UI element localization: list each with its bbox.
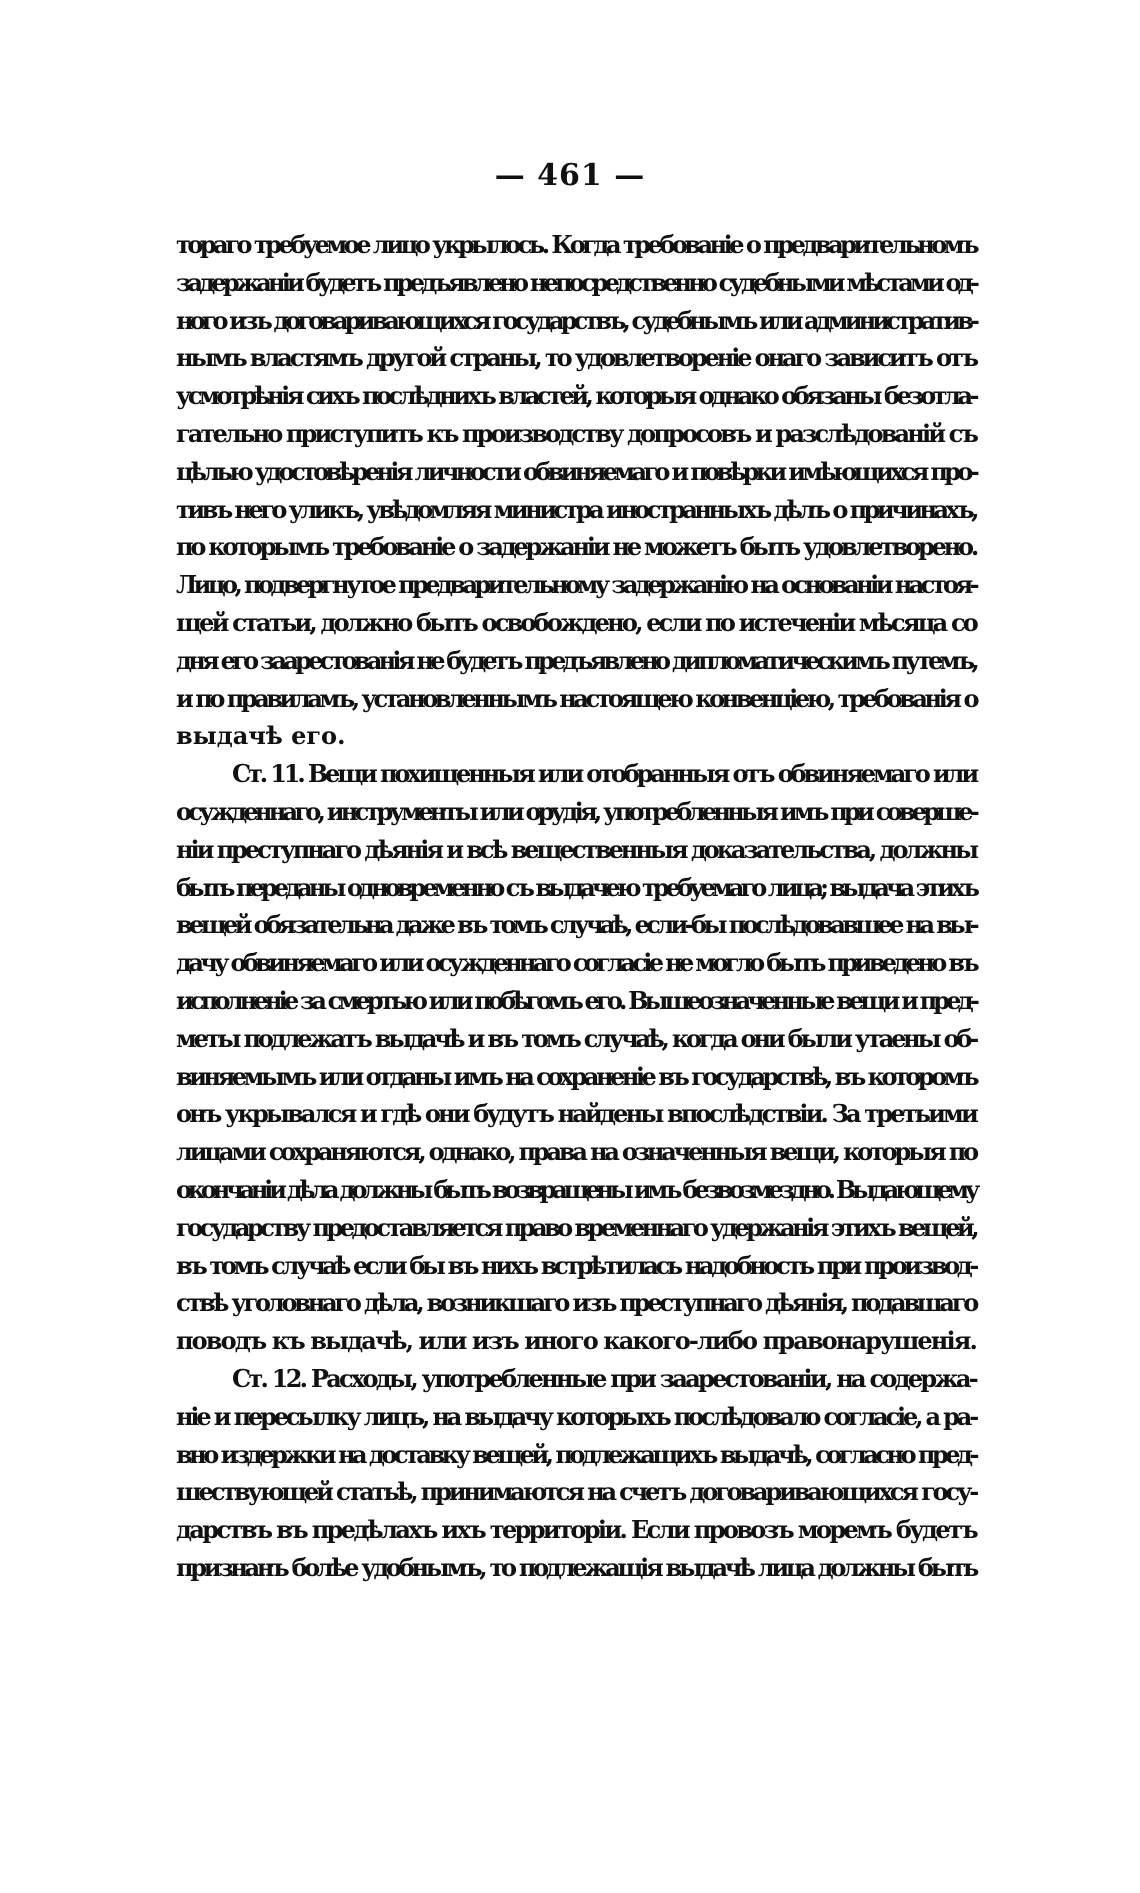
text-line: гательно приступить къ производству допросовъ и разслѣдованій съ bbox=[176, 418, 977, 448]
text-line: дня его заарестованія не будетъ предъявлено дипломатическимъ путемъ, bbox=[176, 645, 976, 675]
text-line: ніи преступнаго дѣянія и всѣ вещественныя доказательства, должны bbox=[176, 834, 976, 864]
paragraph-continuation bbox=[176, 226, 976, 755]
text-line: Ст. 11. Вещи похищенныя или отобранныя отъ обвиняемаго или bbox=[232, 759, 977, 789]
text-line: исполненіе за смертью или побѣгомъ его. Вышеозначенные вещи и пред- bbox=[176, 985, 976, 1015]
text-line: признанъ болѣе удобнымъ, то подлежащія выдачѣ лица должны быть bbox=[176, 1552, 977, 1582]
text-line: выдачѣ его. bbox=[176, 721, 346, 751]
text-line: тораго требуемое лицо укрылось. Когда требованіе о предварительномъ bbox=[176, 230, 977, 259]
text-line: и по правиламъ, установленнымъ настоящею конвенціею, требованія о bbox=[176, 683, 976, 713]
text-line: щей статьи, должно быть освобождено, если по истеченіи мѣсяца со bbox=[176, 607, 976, 637]
text-line: государству предоставляется право временнаго удержанія этихъ вещей, bbox=[176, 1212, 977, 1242]
text-line: окончаніи дѣла должны быть возвращены имъ безвозмездно. Выдающему bbox=[176, 1174, 976, 1204]
text-line: вно издержки на доставку вещей, подлежащихъ выдачѣ, согласно пред- bbox=[176, 1439, 976, 1469]
text-line: осужденнаго, инструменты или орудія, употребленныя имъ при соверше- bbox=[176, 796, 976, 826]
text-line: дарствъ въ предѣлахъ ихъ территоріи. Если провозъ моремъ будетъ bbox=[176, 1515, 977, 1545]
text-line: Лицо, подвергнутое предварительному задержанію на основаніи настоя- bbox=[176, 570, 977, 600]
text-line: въ томъ случаѣ если бы въ нихъ встрѣтилась надобность при производ- bbox=[176, 1250, 976, 1280]
paragraph-article-11 bbox=[176, 755, 976, 1360]
text-line: лицами сохраняются, однако, права на означенныя вещи, которыя по bbox=[176, 1137, 976, 1167]
text-line: ніе и пересылку лицъ, на выдачу которыхъ послѣдовало согласіе, а ра- bbox=[176, 1401, 977, 1431]
text-line: тивъ него уликъ, увѣдомляя министра иностранныхъ дѣлъ о причинахъ, bbox=[176, 494, 976, 524]
text-line: виняемымъ или отданы имъ на сохраненіе въ государствѣ, въ которомъ bbox=[176, 1061, 976, 1091]
text-line: ного изъ договаривающихся государствъ, судебнымъ или административ- bbox=[176, 305, 976, 335]
page-number: — 461 — bbox=[494, 158, 646, 193]
text-line: нымъ властямъ другой страны, то удовлетвореніе онаго зависитъ отъ bbox=[176, 343, 976, 373]
text-line: поводъ къ выдачѣ, или изъ иного какого-либо правонарушенія. bbox=[176, 1326, 976, 1356]
text-line: онъ укрывался и гдѣ они будутъ найдены впослѣдствіи. За третьими bbox=[176, 1099, 976, 1129]
text-line: вещей обязательна даже въ томъ случаѣ, если-бы послѣдовавшее на вы- bbox=[176, 910, 976, 940]
text-line: дачу обвиняемаго или осужденнаго согласіе не могло быть приведено въ bbox=[176, 948, 977, 978]
text-line: по которымъ требованіе о задержаніи не можетъ быть удовлетворено. bbox=[176, 532, 976, 562]
text-line: меты подлежатъ выдачѣ и въ томъ случаѣ, когда они были утаены об- bbox=[176, 1023, 976, 1053]
paragraph-article-12 bbox=[176, 1360, 976, 1587]
text-line: Ст. 12. Расходы, употребленные при заарестованіи, на содержа- bbox=[232, 1363, 977, 1393]
text-line: шествующей статьѣ, принимаются на счетъ договаривающихся госу- bbox=[176, 1477, 977, 1507]
text-line: быть переданы одновременно съ выдачею требуемаго лица; выдача этихъ bbox=[176, 872, 977, 902]
body-text bbox=[176, 226, 976, 1587]
text-line: цѣлью удостовѣренія личности обвиняемаго и повѣрки имѣющихся про- bbox=[176, 456, 977, 486]
text-line: задержаніи будетъ предъявлено непосредственно судебными мѣстами од- bbox=[176, 267, 977, 297]
text-line: ствѣ уголовнаго дѣла, возникшаго изъ преступнаго дѣянія, подавшаго bbox=[176, 1288, 976, 1318]
text-line: усмотрѣнія сихъ послѣднихъ властей, которыя однако обязаны безотла- bbox=[176, 381, 977, 411]
